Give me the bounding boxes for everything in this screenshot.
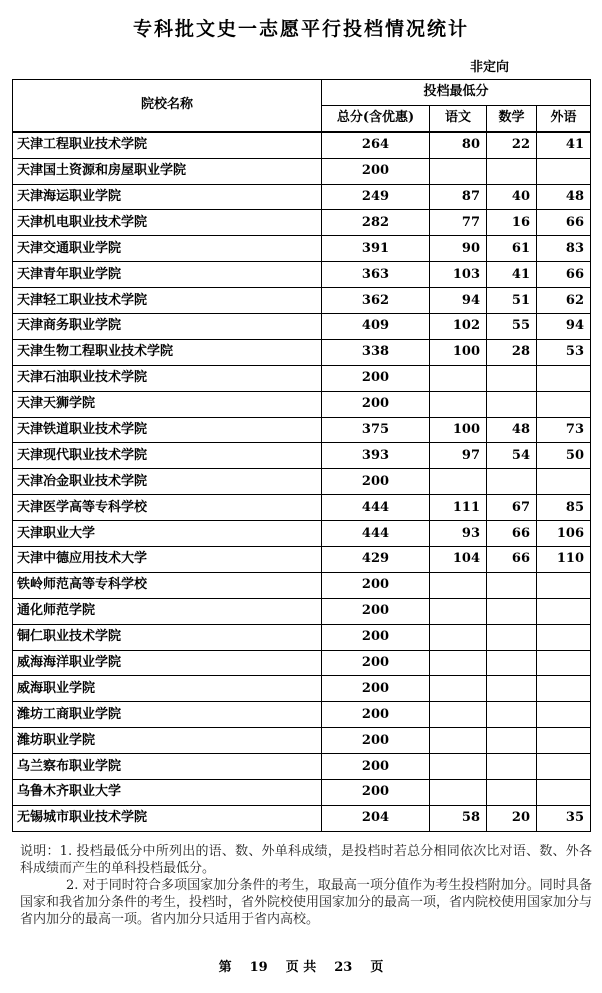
foreign-score-cell: 48	[537, 184, 591, 210]
school-name-cell: 乌兰察布职业学院	[13, 754, 322, 780]
total-score-cell: 200	[322, 780, 430, 806]
table-row	[13, 236, 591, 262]
note-2: 2. 对于同时符合多项国家加分条件的考生，取最高一项分值作为考生投档附加分。同时具备国家和我省加分条件的考生，投档时，省外院校使用国家加分的最高一项，省内院校使用国家加分与省内加分的最高一项。省内加分只适用于省内高校。	[20, 878, 593, 927]
total-score-cell: 200	[322, 598, 430, 624]
table-row	[13, 754, 591, 780]
total-score-cell: 200	[322, 572, 430, 598]
math-score-cell: 28	[487, 339, 537, 365]
table-row	[13, 650, 591, 676]
total-score-cell: 362	[322, 288, 430, 314]
chinese-score-cell: 104	[430, 547, 487, 573]
chinese-score-cell	[430, 365, 487, 391]
table-row	[13, 780, 591, 806]
school-name-cell: 威海职业学院	[13, 676, 322, 702]
chinese-score-cell	[430, 676, 487, 702]
math-score-cell: 66	[487, 521, 537, 547]
total-score-cell: 200	[322, 702, 430, 728]
math-score-cell: 16	[487, 210, 537, 236]
table-row	[13, 521, 591, 547]
total-score-cell: 200	[322, 728, 430, 754]
table-row	[13, 417, 591, 443]
footer-label-pages: 页	[370, 960, 384, 975]
math-score-cell: 51	[487, 288, 537, 314]
math-score-cell	[487, 624, 537, 650]
math-score-cell	[487, 702, 537, 728]
total-score-cell: 444	[322, 521, 430, 547]
school-name-cell: 天津轻工职业技术学院	[13, 288, 322, 314]
chinese-score-cell	[430, 702, 487, 728]
math-score-cell: 61	[487, 236, 537, 262]
chinese-score-cell	[430, 598, 487, 624]
school-name-cell: 铁岭师范高等专科学校	[13, 572, 322, 598]
foreign-score-cell	[537, 728, 591, 754]
foreign-score-cell	[537, 780, 591, 806]
school-name-cell: 通化师范学院	[13, 598, 322, 624]
math-score-cell	[487, 469, 537, 495]
foreign-score-cell: 83	[537, 236, 591, 262]
total-score-cell: 375	[322, 417, 430, 443]
table-row	[13, 624, 591, 650]
foreign-score-cell: 66	[537, 262, 591, 288]
chinese-score-cell: 80	[430, 132, 487, 158]
table-row	[13, 132, 591, 158]
foreign-score-cell	[537, 702, 591, 728]
school-name-cell: 天津现代职业技术学院	[13, 443, 322, 469]
math-score-cell: 55	[487, 314, 537, 340]
table-row	[13, 572, 591, 598]
foreign-score-cell: 35	[537, 805, 591, 831]
foreign-score-cell: 41	[537, 132, 591, 158]
school-name-cell: 天津机电职业技术学院	[13, 210, 322, 236]
foreign-score-cell: 50	[537, 443, 591, 469]
chinese-score-cell: 111	[430, 495, 487, 521]
footer-label-page: 第	[218, 960, 232, 975]
table-row	[13, 339, 591, 365]
school-name-cell: 铜仁职业技术学院	[13, 624, 322, 650]
chinese-score-cell: 100	[430, 417, 487, 443]
chinese-score-cell	[430, 780, 487, 806]
chinese-score-cell: 97	[430, 443, 487, 469]
total-score-cell: 264	[322, 132, 430, 158]
chinese-score-cell: 103	[430, 262, 487, 288]
school-name-cell: 天津冶金职业技术学院	[13, 469, 322, 495]
total-score-cell: 200	[322, 676, 430, 702]
table-header-row	[13, 80, 591, 106]
chinese-score-cell	[430, 158, 487, 184]
table-row	[13, 288, 591, 314]
table-row	[13, 469, 591, 495]
table-row	[13, 443, 591, 469]
math-score-cell: 20	[487, 805, 537, 831]
total-score-cell: 363	[322, 262, 430, 288]
chinese-score-cell	[430, 572, 487, 598]
school-name-cell: 天津石油职业技术学院	[13, 365, 322, 391]
foreign-score-cell: 62	[537, 288, 591, 314]
school-name-cell: 乌鲁木齐职业大学	[13, 780, 322, 806]
foreign-score-cell: 94	[537, 314, 591, 340]
school-name-cell: 天津工程职业技术学院	[13, 132, 322, 158]
table-row	[13, 262, 591, 288]
page-footer	[0, 956, 602, 975]
category-label: 非定向	[470, 60, 510, 75]
foreign-score-cell: 106	[537, 521, 591, 547]
note-1: 说明：1. 投档最低分中所列出的语、数、外单科成绩，是投档时若总分相同依次比对语、数、外各科成绩而产生的单科投档最低分。	[20, 844, 592, 876]
table-row	[13, 210, 591, 236]
chinese-score-cell: 94	[430, 288, 487, 314]
total-score-cell: 200	[322, 391, 430, 417]
school-name-cell: 威海海洋职业学院	[13, 650, 322, 676]
table-row	[13, 495, 591, 521]
math-score-cell	[487, 572, 537, 598]
chinese-score-cell: 100	[430, 339, 487, 365]
total-score-cell: 200	[322, 469, 430, 495]
chinese-score-cell	[430, 754, 487, 780]
header-school-name: 院校名称	[13, 80, 322, 132]
math-score-cell	[487, 728, 537, 754]
chinese-score-cell: 58	[430, 805, 487, 831]
total-score-cell: 249	[322, 184, 430, 210]
foreign-score-cell: 85	[537, 495, 591, 521]
table-row	[13, 365, 591, 391]
foreign-score-cell	[537, 158, 591, 184]
foreign-score-cell	[537, 469, 591, 495]
header-foreign-language: 外语	[537, 105, 591, 131]
total-score-cell: 409	[322, 314, 430, 340]
total-score-cell: 200	[322, 754, 430, 780]
chinese-score-cell	[430, 624, 487, 650]
math-score-cell: 67	[487, 495, 537, 521]
notes-section	[20, 843, 592, 928]
math-score-cell	[487, 754, 537, 780]
school-name-cell: 天津铁道职业技术学院	[13, 417, 322, 443]
school-name-cell: 天津商务职业学院	[13, 314, 322, 340]
foreign-score-cell	[537, 754, 591, 780]
table-row	[13, 805, 591, 831]
foreign-score-cell	[537, 365, 591, 391]
math-score-cell	[487, 158, 537, 184]
school-name-cell: 天津交通职业学院	[13, 236, 322, 262]
school-name-cell: 潍坊工商职业学院	[13, 702, 322, 728]
math-score-cell: 48	[487, 417, 537, 443]
school-name-cell: 天津职业大学	[13, 521, 322, 547]
total-score-cell: 200	[322, 158, 430, 184]
school-name-cell: 天津生物工程职业技术学院	[13, 339, 322, 365]
table-row	[13, 184, 591, 210]
school-name-cell: 潍坊职业学院	[13, 728, 322, 754]
total-score-cell: 204	[322, 805, 430, 831]
math-score-cell	[487, 365, 537, 391]
total-score-cell: 338	[322, 339, 430, 365]
total-score-cell: 200	[322, 365, 430, 391]
school-name-cell: 天津海运职业学院	[13, 184, 322, 210]
total-score-cell: 429	[322, 547, 430, 573]
table-row	[13, 158, 591, 184]
footer-total-pages: 23	[334, 960, 353, 975]
foreign-score-cell	[537, 391, 591, 417]
school-name-cell: 天津青年职业学院	[13, 262, 322, 288]
admission-score-table	[12, 79, 591, 832]
table-row	[13, 547, 591, 573]
chinese-score-cell	[430, 469, 487, 495]
total-score-cell: 393	[322, 443, 430, 469]
foreign-score-cell	[537, 572, 591, 598]
table-row	[13, 676, 591, 702]
total-score-cell: 282	[322, 210, 430, 236]
total-score-cell: 200	[322, 624, 430, 650]
table-row	[13, 391, 591, 417]
foreign-score-cell	[537, 598, 591, 624]
chinese-score-cell: 77	[430, 210, 487, 236]
table-body	[13, 132, 591, 832]
header-chinese: 语文	[430, 105, 487, 131]
total-score-cell: 391	[322, 236, 430, 262]
math-score-cell: 54	[487, 443, 537, 469]
foreign-score-cell	[537, 676, 591, 702]
foreign-score-cell: 73	[537, 417, 591, 443]
school-name-cell: 无锡城市职业技术学院	[13, 805, 322, 831]
math-score-cell	[487, 391, 537, 417]
chinese-score-cell: 93	[430, 521, 487, 547]
chinese-score-cell	[430, 728, 487, 754]
chinese-score-cell: 90	[430, 236, 487, 262]
table-row	[13, 702, 591, 728]
math-score-cell	[487, 676, 537, 702]
foreign-score-cell	[537, 624, 591, 650]
footer-page-number: 19	[249, 960, 268, 975]
school-name-cell: 天津国土资源和房屋职业学院	[13, 158, 322, 184]
school-name-cell: 天津中德应用技术大学	[13, 547, 322, 573]
chinese-score-cell: 87	[430, 184, 487, 210]
chinese-score-cell	[430, 391, 487, 417]
foreign-score-cell	[537, 650, 591, 676]
math-score-cell	[487, 780, 537, 806]
math-score-cell	[487, 598, 537, 624]
header-total-score: 总分(含优惠)	[322, 105, 430, 131]
total-score-cell: 200	[322, 650, 430, 676]
chinese-score-cell: 102	[430, 314, 487, 340]
foreign-score-cell: 53	[537, 339, 591, 365]
table-row	[13, 728, 591, 754]
footer-label-total: 页 共	[285, 960, 317, 975]
math-score-cell	[487, 650, 537, 676]
math-score-cell: 41	[487, 262, 537, 288]
math-score-cell: 40	[487, 184, 537, 210]
foreign-score-cell: 110	[537, 547, 591, 573]
header-min-score-group: 投档最低分	[322, 80, 591, 106]
school-name-cell: 天津天狮学院	[13, 391, 322, 417]
total-score-cell: 444	[322, 495, 430, 521]
table-row	[13, 598, 591, 624]
header-math: 数学	[487, 105, 537, 131]
foreign-score-cell: 66	[537, 210, 591, 236]
chinese-score-cell	[430, 650, 487, 676]
school-name-cell: 天津医学高等专科学校	[13, 495, 322, 521]
page-title: 专科批文史一志愿平行投档情况统计	[132, 18, 469, 40]
math-score-cell: 66	[487, 547, 537, 573]
table-row	[13, 314, 591, 340]
math-score-cell: 22	[487, 132, 537, 158]
